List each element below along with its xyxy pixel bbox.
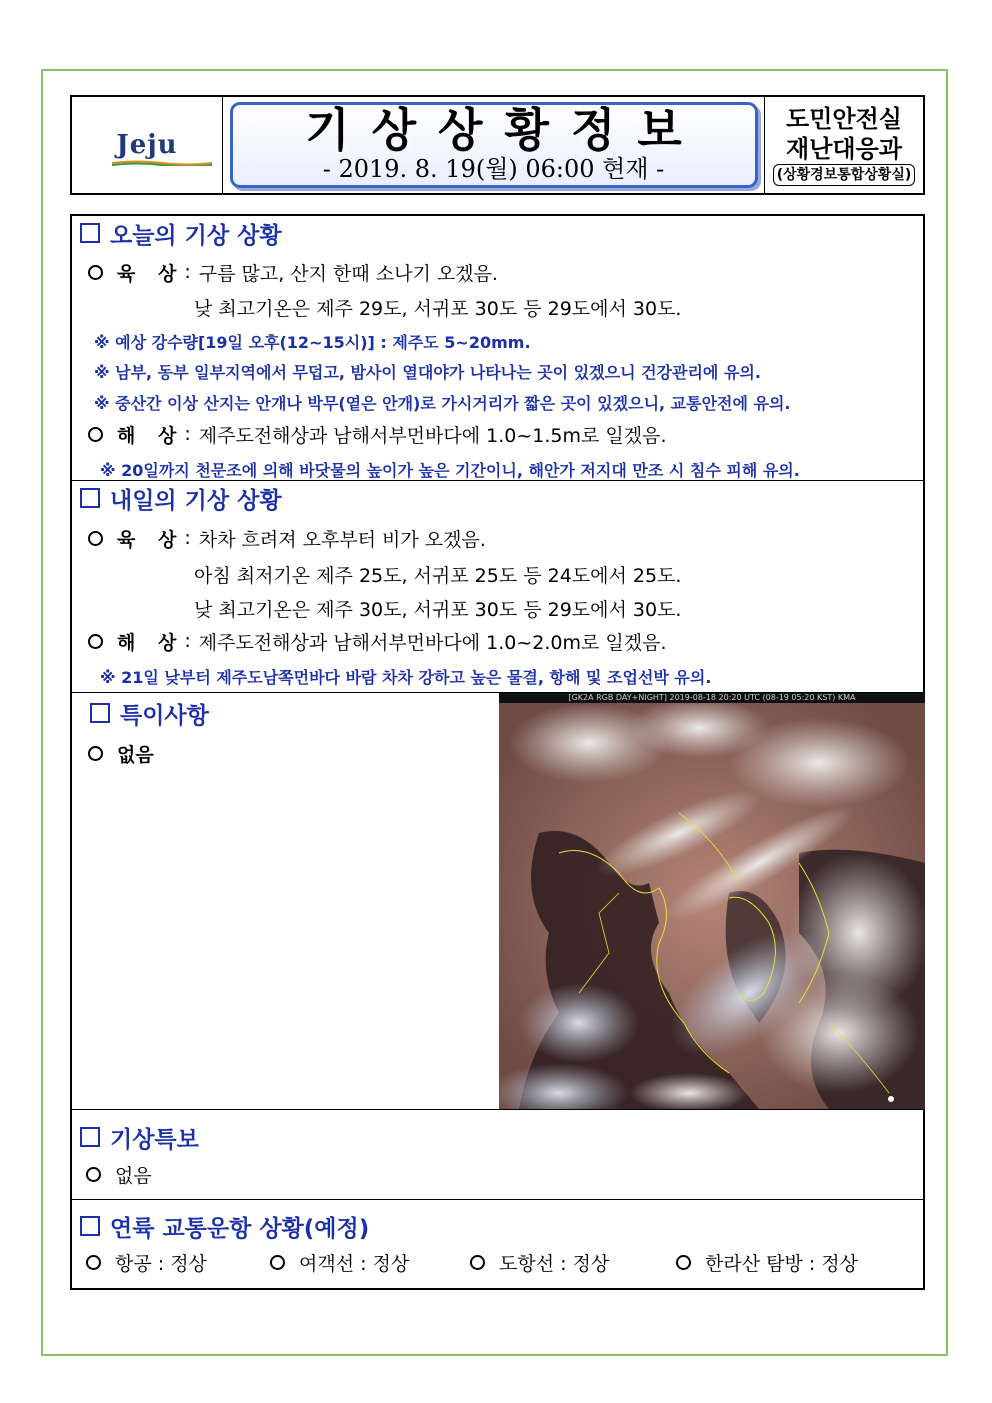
- circle-bullet-icon: [88, 265, 103, 280]
- warning-heading-text: 기상특보: [110, 1126, 199, 1153]
- tomorrow-heading-text: 내일의 기상 상황: [110, 487, 282, 514]
- warning-heading: [80, 1122, 199, 1152]
- circle-bullet-icon: [88, 531, 103, 546]
- today-land-line2: 낮 최고기온은 제주 29도, 서귀포 30도 등 29도에서 30도.: [194, 298, 682, 320]
- checkbox-square-icon: [80, 1127, 100, 1147]
- jeju-logo: [116, 130, 177, 160]
- today-land-line1: 구름 많고, 산지 한때 소나기 오겠음.: [198, 262, 498, 285]
- tomorrow-heading: [80, 483, 282, 513]
- circle-bullet-icon: [88, 427, 103, 442]
- logo-cell: [72, 97, 223, 193]
- tomorrow-sea-label: 해 상: [117, 631, 185, 654]
- checkbox-square-icon: [90, 703, 110, 723]
- warning-item-row: [86, 1162, 152, 1186]
- special-item: 없음: [117, 743, 154, 766]
- transport-item-hallasan: [676, 1249, 858, 1276]
- special-item-row: [88, 741, 154, 765]
- today-sea-row: 해 상 : 제주도전해상과 남해서부먼바다에 1.0~1.5m로 일겠음.: [88, 422, 666, 446]
- tomorrow-note1: ※ 21일 낮부터 제주도남쪽먼바다 바람 차차 강하고 높은 물결, 항해 및 조업선박 유의.: [100, 668, 712, 687]
- section-divider: [72, 1199, 923, 1200]
- weather-table: [70, 214, 925, 1290]
- circle-bullet-icon: [676, 1255, 691, 1270]
- report-date: - 2019. 8. 19(월) 06:00 현재 -: [322, 155, 665, 183]
- transport-item-air: [86, 1249, 207, 1276]
- circle-bullet-icon: [470, 1255, 485, 1270]
- circle-bullet-icon: [86, 1167, 101, 1182]
- special-heading-text: 특이사항: [120, 702, 209, 729]
- tomorrow-land-line2: 아침 최저기온 제주 25도, 서귀포 25도 등 24도에서 25도.: [194, 565, 682, 587]
- document-header: [70, 95, 925, 195]
- department-line3: (상황경보통합상황실): [773, 164, 916, 186]
- transport-item-text: 여객선 : 정상: [299, 1253, 410, 1275]
- today-heading: [80, 218, 282, 248]
- transport-item-ferry: [270, 1249, 409, 1276]
- circle-bullet-icon: [88, 746, 103, 761]
- tomorrow-land-line3: 낮 최고기온은 제주 30도, 서귀포 30도 등 29도에서 30도.: [194, 599, 682, 621]
- department-line1: 도민안전실: [786, 105, 902, 133]
- tomorrow-land-row: 육 상 : 차차 흐려져 오후부터 비가 오겠음.: [88, 526, 486, 550]
- warning-item: 없음: [115, 1164, 152, 1187]
- transport-item-island-ferry: [470, 1249, 609, 1276]
- tomorrow-land-line1: 차차 흐려져 오후부터 비가 오겠음.: [198, 528, 486, 551]
- section-divider: [72, 1109, 923, 1110]
- today-sea-label: 해 상: [117, 424, 185, 447]
- today-sea-line: 제주도전해상과 남해서부먼바다에 1.0~1.5m로 일겠음.: [198, 424, 667, 447]
- special-heading: [90, 698, 209, 728]
- today-note4: ※ 20일까지 천문조에 의해 바닷물의 높이가 높은 기간이니, 해안가 저지대 만조 시 침수 피해 유의.: [100, 461, 800, 480]
- transport-item-text: 항공 : 정상: [115, 1253, 207, 1275]
- tomorrow-sea-line: 제주도전해상과 남해서부먼바다에 1.0~2.0m로 일겠음.: [198, 631, 667, 654]
- today-note3: ※ 중산간 이상 산지는 안개나 박무(옅은 안개)로 가시거리가 짧은 곳이 있겠으니, 교통안전에 유의.: [94, 394, 791, 413]
- tomorrow-land-label: 육 상: [117, 528, 185, 551]
- logo-text: Jeju: [116, 130, 178, 160]
- satellite-image: [499, 693, 925, 1109]
- checkbox-square-icon: [80, 223, 100, 243]
- transport-item-text: 한라산 탐방 : 정상: [705, 1253, 858, 1275]
- title-cell: [223, 97, 765, 193]
- department-line2: 재난대응과: [786, 135, 902, 163]
- tomorrow-sea-row: 해 상 : 제주도전해상과 남해서부먼바다에 1.0~2.0m로 일겠음.: [88, 629, 666, 653]
- satellite-caption: [GK2A RGB DAY+NIGHT] 2019-08-18 20:20 UTC (08-19 05:20 KST) KMA: [499, 693, 925, 703]
- transport-heading: [80, 1211, 369, 1241]
- satellite-map-graphic: [499, 693, 925, 1109]
- circle-bullet-icon: [270, 1255, 285, 1270]
- logo-swoosh-icon: [112, 160, 212, 166]
- checkbox-square-icon: [80, 1216, 100, 1236]
- today-land-row: 육 상 : 구름 많고, 산지 한때 소나기 오겠음.: [88, 260, 498, 284]
- today-note2: ※ 남부, 동부 일부지역에서 무덥고, 밤사이 열대야가 나타나는 곳이 있겠으니 건강관리에 유의.: [94, 363, 761, 382]
- transport-item-text: 도항선 : 정상: [499, 1253, 610, 1275]
- checkbox-square-icon: [80, 488, 100, 508]
- department-cell: [765, 97, 923, 193]
- today-heading-text: 오늘의 기상 상황: [110, 222, 282, 249]
- circle-bullet-icon: [88, 634, 103, 649]
- today-land-label: 육 상: [117, 262, 185, 285]
- transport-heading-text: 연륙 교통운항 상황(예정): [110, 1215, 370, 1242]
- page-title: 기상상황정보: [305, 103, 704, 157]
- circle-bullet-icon: [86, 1255, 101, 1270]
- title-box: [230, 102, 758, 188]
- today-note1: ※ 예상 강수량[19일 오후(12~15시)] : 제주도 5~20mm.: [94, 333, 531, 352]
